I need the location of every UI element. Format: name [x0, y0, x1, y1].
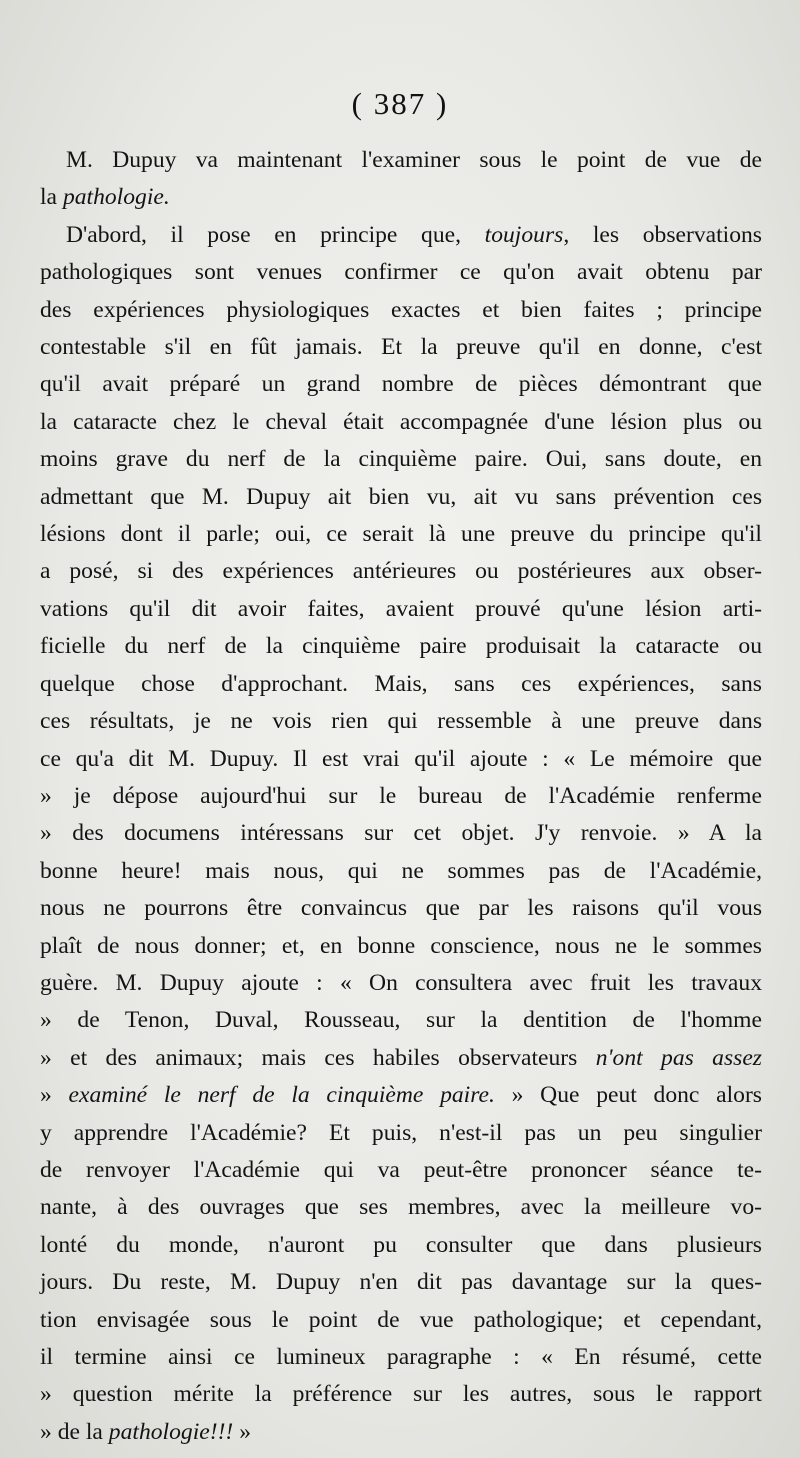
- text-line: ces résultats, je ne vois rien qui ressemble à une preuve dans: [40, 708, 762, 735]
- italic-text: examiné le nerf de la cinquième paire.: [68, 1082, 495, 1109]
- text-line: [40, 1040, 762, 1077]
- text-fragment: la: [40, 184, 63, 211]
- italic-text: pathologie.: [62, 184, 170, 211]
- text-line: y apprendre l'Académie? Et puis, n'est-il pas un peu singulier: [40, 1119, 762, 1146]
- text-line: tion envisagée sous le point de vue pathologique; et cependant,: [40, 1306, 762, 1333]
- text-line: contestable s'il en fût jamais. Et la preuve qu'il en donne, c'est: [40, 334, 762, 361]
- text-line: nous ne pourrons être convaincus que par les raisons qu'il vous: [40, 895, 762, 922]
- text-fragment: » de la: [40, 1418, 109, 1445]
- text-line: quelque chose d'approchant. Mais, sans ces expériences, sans: [40, 670, 762, 697]
- text-line: » je dépose aujourd'hui sur le bureau de l'Académie renferme: [40, 782, 762, 809]
- text-line: plaît de nous donner; et, en bonne conscience, nous ne le sommes: [40, 932, 762, 959]
- text-line: » de Tenon, Duval, Rousseau, sur la dentition de l'homme: [40, 1007, 762, 1034]
- italic-text: pathologie!!!: [108, 1418, 234, 1445]
- paragraph-2: [40, 217, 762, 1451]
- text-line: vations qu'il dit avoir faites, avaient prouvé qu'une lésion arti-: [40, 595, 762, 622]
- text-line: jours. Du reste, M. Dupuy n'en dit pas davantage sur la ques-: [40, 1269, 762, 1296]
- text-line: [40, 1414, 762, 1451]
- text-fragment: »: [233, 1418, 251, 1445]
- page-number: ( 387 ): [351, 86, 449, 121]
- text-line: qu'il avait préparé un grand nombre de pièces démontrant que: [40, 371, 762, 398]
- text-line: a posé, si des expériences antérieures ou postérieures aux obser-: [40, 558, 762, 585]
- text-line: guère. M. Dupuy ajoute : « On consultera avec fruit les travaux: [40, 969, 762, 996]
- text-line: [40, 1077, 762, 1114]
- text-fragment: » et des animaux; mais ces habiles observateurs: [40, 1044, 596, 1071]
- text-line: ce qu'a dit M. Dupuy. Il est vrai qu'il ajoute : « Le mémoire que: [40, 745, 762, 772]
- text-line: pathologiques sont venues confirmer ce qu'on avait obtenu par: [40, 259, 762, 286]
- text-line: la cataracte chez le cheval était accompagnée d'une lésion plus ou: [40, 408, 762, 435]
- text-line: ficielle du nerf de la cinquième paire produisait la cataracte ou: [40, 633, 762, 660]
- text-line: des expériences physiologiques exactes et bien faites ; principe: [40, 296, 762, 323]
- text-line: » question mérite la préférence sur les autres, sous le rapport: [40, 1381, 762, 1408]
- text-line: [40, 217, 762, 254]
- italic-text: n'ont pas assez: [595, 1044, 762, 1071]
- text-fragment: D'abord, il pose en principe que,: [66, 221, 485, 248]
- text-fragment: »: [40, 1082, 69, 1109]
- paragraph-1: [40, 142, 762, 217]
- text-line: bonne heure! mais nous, qui ne sommes pas de l'Académie,: [40, 857, 762, 884]
- text-fragment: » Que peut donc alors: [494, 1082, 762, 1109]
- text-fragment: , les observations: [563, 221, 762, 248]
- italic-text: toujours: [484, 221, 564, 248]
- text-line: lésions dont il parle; oui, ce serait là une preuve du principe qu'il: [40, 521, 762, 548]
- text-line: moins grave du nerf de la cinquième paire. Oui, sans doute, en: [40, 446, 762, 473]
- text-line: admettant que M. Dupuy ait bien vu, ait vu sans prévention ces: [40, 483, 762, 510]
- body-text: [40, 142, 762, 1451]
- text-line: [40, 179, 762, 216]
- text-line: » des documens intéressans sur cet objet. J'y renvoie. » A la: [40, 820, 762, 847]
- text-line: M. Dupuy va maintenant l'examiner sous le point de vue de: [66, 147, 762, 173]
- text-line: de renvoyer l'Académie qui va peut-être prononcer séance te-: [40, 1156, 762, 1183]
- text-line: nante, à des ouvrages que ses membres, avec la meilleure vo-: [40, 1194, 762, 1221]
- text-line: il termine ainsi ce lumineux paragraphe : « En résumé, cette: [40, 1344, 762, 1370]
- text-line: lonté du monde, n'auront pu consulter que dans plusieurs: [40, 1231, 762, 1258]
